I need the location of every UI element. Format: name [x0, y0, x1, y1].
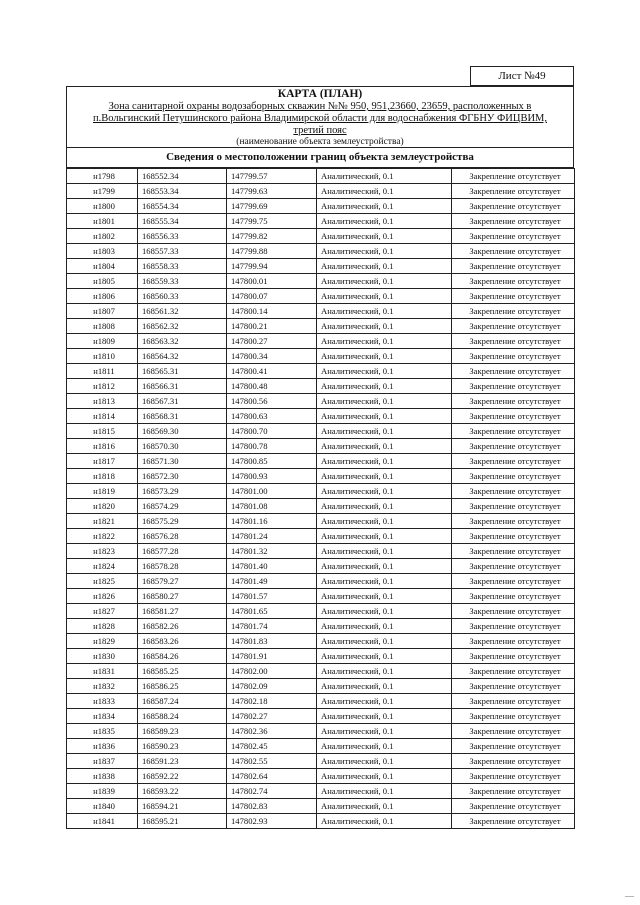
- fixation-cell: Закрепление отсутствует: [452, 439, 575, 454]
- method-cell: Аналитический, 0.1: [317, 589, 452, 604]
- method-cell: Аналитический, 0.1: [317, 754, 452, 769]
- coord-x: 168582.26: [138, 619, 227, 634]
- coord-x: 168562.32: [138, 319, 227, 334]
- fixation-cell: Закрепление отсутствует: [452, 259, 575, 274]
- coord-x: 168567.31: [138, 394, 227, 409]
- table-row: [67, 544, 575, 559]
- table-row: [67, 364, 575, 379]
- coord-x: 168560.33: [138, 289, 227, 304]
- coord-x: 168590.23: [138, 739, 227, 754]
- coord-y: 147801.40: [227, 559, 317, 574]
- fixation-cell: Закрепление отсутствует: [452, 634, 575, 649]
- object-caption: (наименование объекта землеустройства): [236, 137, 404, 147]
- coord-y: 147800.01: [227, 274, 317, 289]
- coord-x: 168563.32: [138, 334, 227, 349]
- point-id: н1803: [67, 244, 138, 259]
- coord-x: 168574.29: [138, 499, 227, 514]
- table-row: [67, 499, 575, 514]
- method-cell: Аналитический, 0.1: [317, 739, 452, 754]
- table-row: [67, 769, 575, 784]
- coord-x: 168581.27: [138, 604, 227, 619]
- method-cell: Аналитический, 0.1: [317, 664, 452, 679]
- point-id: н1806: [67, 289, 138, 304]
- coord-x: 168555.34: [138, 214, 227, 229]
- coord-y: 147799.94: [227, 259, 317, 274]
- table-row: [67, 289, 575, 304]
- coord-x: 168568.31: [138, 409, 227, 424]
- fixation-cell: Закрепление отсутствует: [452, 529, 575, 544]
- table-row: [67, 304, 575, 319]
- fixation-cell: Закрепление отсутствует: [452, 709, 575, 724]
- fixation-cell: Закрепление отсутствует: [452, 769, 575, 784]
- fixation-cell: Закрепление отсутствует: [452, 484, 575, 499]
- method-cell: Аналитический, 0.1: [317, 619, 452, 634]
- coord-y: 147799.69: [227, 199, 317, 214]
- coord-y: 147801.08: [227, 499, 317, 514]
- coord-y: 147802.27: [227, 709, 317, 724]
- coord-x: 168576.28: [138, 529, 227, 544]
- boundary-table: [66, 168, 575, 829]
- coord-y: 147801.00: [227, 484, 317, 499]
- fixation-cell: Закрепление отсутствует: [452, 349, 575, 364]
- coord-y: 147801.16: [227, 514, 317, 529]
- table-row: [67, 199, 575, 214]
- point-id: н1802: [67, 229, 138, 244]
- coord-x: 168580.27: [138, 589, 227, 604]
- fixation-cell: Закрепление отсутствует: [452, 409, 575, 424]
- point-id: н1824: [67, 559, 138, 574]
- fixation-cell: Закрепление отсутствует: [452, 559, 575, 574]
- fixation-cell: Закрепление отсутствует: [452, 739, 575, 754]
- point-id: н1800: [67, 199, 138, 214]
- table-row: [67, 784, 575, 799]
- coord-y: 147800.27: [227, 334, 317, 349]
- method-cell: Аналитический, 0.1: [317, 649, 452, 664]
- point-id: н1837: [67, 754, 138, 769]
- coord-y: 147801.32: [227, 544, 317, 559]
- fixation-cell: Закрепление отсутствует: [452, 754, 575, 769]
- coord-x: 168561.32: [138, 304, 227, 319]
- fixation-cell: Закрепление отсутствует: [452, 604, 575, 619]
- fixation-cell: Закрепление отсутствует: [452, 784, 575, 799]
- table-row: [67, 529, 575, 544]
- coord-y: 147802.93: [227, 814, 317, 829]
- method-cell: Аналитический, 0.1: [317, 229, 452, 244]
- method-cell: Аналитический, 0.1: [317, 334, 452, 349]
- coord-x: 168572.30: [138, 469, 227, 484]
- table-row: [67, 724, 575, 739]
- table-row: [67, 574, 575, 589]
- table-row: [67, 649, 575, 664]
- fixation-cell: Закрепление отсутствует: [452, 274, 575, 289]
- table-row: [67, 439, 575, 454]
- sheet-number: Лист №49: [470, 66, 574, 86]
- coord-y: 147799.75: [227, 214, 317, 229]
- coord-y: 147802.83: [227, 799, 317, 814]
- point-id: н1833: [67, 694, 138, 709]
- table-row: [67, 604, 575, 619]
- coord-y: 147800.14: [227, 304, 317, 319]
- method-cell: Аналитический, 0.1: [317, 379, 452, 394]
- method-cell: Аналитический, 0.1: [317, 814, 452, 829]
- method-cell: Аналитический, 0.1: [317, 439, 452, 454]
- zone-line-3: третий пояс: [293, 125, 347, 136]
- table-row: [67, 739, 575, 754]
- fixation-cell: Закрепление отсутствует: [452, 724, 575, 739]
- point-id: н1827: [67, 604, 138, 619]
- table-row: [67, 319, 575, 334]
- table-row: [67, 514, 575, 529]
- coord-x: 168575.29: [138, 514, 227, 529]
- method-cell: Аналитический, 0.1: [317, 274, 452, 289]
- coord-y: 147799.88: [227, 244, 317, 259]
- method-cell: Аналитический, 0.1: [317, 469, 452, 484]
- coord-x: 168556.33: [138, 229, 227, 244]
- table-row: [67, 694, 575, 709]
- coord-x: 168569.30: [138, 424, 227, 439]
- fixation-cell: Закрепление отсутствует: [452, 574, 575, 589]
- fixation-cell: Закрепление отсутствует: [452, 649, 575, 664]
- fixation-cell: Закрепление отсутствует: [452, 454, 575, 469]
- point-id: н1841: [67, 814, 138, 829]
- point-id: н1811: [67, 364, 138, 379]
- coord-x: 168571.30: [138, 454, 227, 469]
- method-cell: Аналитический, 0.1: [317, 259, 452, 274]
- table-row: [67, 379, 575, 394]
- fixation-cell: Закрепление отсутствует: [452, 694, 575, 709]
- point-id: н1798: [67, 169, 138, 184]
- point-id: н1817: [67, 454, 138, 469]
- fixation-cell: Закрепление отсутствует: [452, 184, 575, 199]
- table-row: [67, 754, 575, 769]
- fixation-cell: Закрепление отсутствует: [452, 334, 575, 349]
- coord-x: 168578.28: [138, 559, 227, 574]
- coord-x: 168570.30: [138, 439, 227, 454]
- coord-y: 147800.63: [227, 409, 317, 424]
- coord-x: 168589.23: [138, 724, 227, 739]
- table-row: [67, 619, 575, 634]
- method-cell: Аналитический, 0.1: [317, 784, 452, 799]
- coord-y: 147801.74: [227, 619, 317, 634]
- coord-y: 147801.24: [227, 529, 317, 544]
- fixation-cell: Закрепление отсутствует: [452, 379, 575, 394]
- table-row: [67, 454, 575, 469]
- point-id: н1815: [67, 424, 138, 439]
- coord-x: 168594.21: [138, 799, 227, 814]
- table-row: [67, 799, 575, 814]
- coord-x: 168553.34: [138, 184, 227, 199]
- point-id: н1834: [67, 709, 138, 724]
- coord-x: 168595.21: [138, 814, 227, 829]
- coord-y: 147802.00: [227, 664, 317, 679]
- coord-y: 147800.78: [227, 439, 317, 454]
- fixation-cell: Закрепление отсутствует: [452, 619, 575, 634]
- coord-y: 147801.57: [227, 589, 317, 604]
- point-id: н1829: [67, 634, 138, 649]
- fixation-cell: Закрепление отсутствует: [452, 664, 575, 679]
- table-row: [67, 259, 575, 274]
- table-row: [67, 709, 575, 724]
- method-cell: Аналитический, 0.1: [317, 799, 452, 814]
- point-id: н1812: [67, 379, 138, 394]
- coord-y: 147801.83: [227, 634, 317, 649]
- method-cell: Аналитический, 0.1: [317, 604, 452, 619]
- point-id: н1810: [67, 349, 138, 364]
- table-row: [67, 229, 575, 244]
- method-cell: Аналитический, 0.1: [317, 454, 452, 469]
- coord-y: 147799.82: [227, 229, 317, 244]
- table-row: [67, 469, 575, 484]
- point-id: н1804: [67, 259, 138, 274]
- coord-y: 147800.93: [227, 469, 317, 484]
- method-cell: Аналитический, 0.1: [317, 304, 452, 319]
- table-row: [67, 349, 575, 364]
- coord-y: 147802.18: [227, 694, 317, 709]
- fixation-cell: Закрепление отсутствует: [452, 244, 575, 259]
- coord-y: 147800.07: [227, 289, 317, 304]
- coord-x: 168552.34: [138, 169, 227, 184]
- point-id: н1828: [67, 619, 138, 634]
- coord-y: 147802.36: [227, 724, 317, 739]
- coord-y: 147802.74: [227, 784, 317, 799]
- method-cell: Аналитический, 0.1: [317, 709, 452, 724]
- point-id: н1816: [67, 439, 138, 454]
- table-row: [67, 409, 575, 424]
- coord-x: 168584.26: [138, 649, 227, 664]
- point-id: н1808: [67, 319, 138, 334]
- coord-y: 147800.48: [227, 379, 317, 394]
- fixation-cell: Закрепление отсутствует: [452, 814, 575, 829]
- method-cell: Аналитический, 0.1: [317, 634, 452, 649]
- table-row: [67, 394, 575, 409]
- method-cell: Аналитический, 0.1: [317, 394, 452, 409]
- table-row: [67, 334, 575, 349]
- point-id: н1839: [67, 784, 138, 799]
- coord-x: 168593.22: [138, 784, 227, 799]
- fixation-cell: Закрепление отсутствует: [452, 289, 575, 304]
- point-id: н1818: [67, 469, 138, 484]
- point-id: н1825: [67, 574, 138, 589]
- fixation-cell: Закрепление отсутствует: [452, 169, 575, 184]
- point-id: н1813: [67, 394, 138, 409]
- coord-y: 147799.57: [227, 169, 317, 184]
- coord-x: 168566.31: [138, 379, 227, 394]
- method-cell: Аналитический, 0.1: [317, 499, 452, 514]
- fixation-cell: Закрепление отсутствует: [452, 499, 575, 514]
- coord-x: 168592.22: [138, 769, 227, 784]
- document-header: [66, 86, 574, 147]
- fixation-cell: Закрепление отсутствует: [452, 229, 575, 244]
- coord-x: 168587.24: [138, 694, 227, 709]
- table-row: [67, 559, 575, 574]
- point-id: н1838: [67, 769, 138, 784]
- fixation-cell: Закрепление отсутствует: [452, 544, 575, 559]
- fixation-cell: Закрепление отсутствует: [452, 199, 575, 214]
- fixation-cell: Закрепление отсутствует: [452, 514, 575, 529]
- method-cell: Аналитический, 0.1: [317, 724, 452, 739]
- method-cell: Аналитический, 0.1: [317, 424, 452, 439]
- coord-x: 168586.25: [138, 679, 227, 694]
- coord-x: 168554.34: [138, 199, 227, 214]
- fixation-cell: Закрепление отсутствует: [452, 679, 575, 694]
- coord-x: 168588.24: [138, 709, 227, 724]
- fixation-cell: Закрепление отсутствует: [452, 364, 575, 379]
- table-row: [67, 664, 575, 679]
- point-id: н1840: [67, 799, 138, 814]
- zone-line-2: п.Вольгинский Петушинского района Владимирской области для водоснабжения ФГБНУ ФИЦВИМ,: [93, 113, 547, 124]
- coord-y: 147801.49: [227, 574, 317, 589]
- coord-y: 147800.34: [227, 349, 317, 364]
- coord-y: 147800.21: [227, 319, 317, 334]
- method-cell: Аналитический, 0.1: [317, 559, 452, 574]
- fixation-cell: Закрепление отсутствует: [452, 214, 575, 229]
- point-id: н1826: [67, 589, 138, 604]
- coord-x: 168573.29: [138, 484, 227, 499]
- method-cell: Аналитический, 0.1: [317, 409, 452, 424]
- coord-x: 168559.33: [138, 274, 227, 289]
- method-cell: Аналитический, 0.1: [317, 364, 452, 379]
- method-cell: Аналитический, 0.1: [317, 694, 452, 709]
- coord-y: 147802.64: [227, 769, 317, 784]
- fixation-cell: Закрепление отсутствует: [452, 304, 575, 319]
- section-title: Сведения о местоположении границ объекта землеустройства: [66, 147, 574, 168]
- fixation-cell: Закрепление отсутствует: [452, 589, 575, 604]
- coord-x: 168565.31: [138, 364, 227, 379]
- point-id: н1823: [67, 544, 138, 559]
- method-cell: Аналитический, 0.1: [317, 349, 452, 364]
- method-cell: Аналитический, 0.1: [317, 199, 452, 214]
- point-id: н1836: [67, 739, 138, 754]
- coord-y: 147800.56: [227, 394, 317, 409]
- method-cell: Аналитический, 0.1: [317, 214, 452, 229]
- point-id: н1799: [67, 184, 138, 199]
- coord-x: 168577.28: [138, 544, 227, 559]
- point-id: н1822: [67, 529, 138, 544]
- method-cell: Аналитический, 0.1: [317, 484, 452, 499]
- point-id: н1801: [67, 214, 138, 229]
- corner-mark: —: [625, 891, 634, 901]
- method-cell: Аналитический, 0.1: [317, 319, 452, 334]
- method-cell: Аналитический, 0.1: [317, 574, 452, 589]
- method-cell: Аналитический, 0.1: [317, 769, 452, 784]
- table-row: [67, 169, 575, 184]
- fixation-cell: Закрепление отсутствует: [452, 469, 575, 484]
- point-id: н1809: [67, 334, 138, 349]
- table-row: [67, 214, 575, 229]
- table-row: [67, 679, 575, 694]
- point-id: н1821: [67, 514, 138, 529]
- table-row: [67, 274, 575, 289]
- point-id: н1807: [67, 304, 138, 319]
- method-cell: Аналитический, 0.1: [317, 289, 452, 304]
- point-id: н1814: [67, 409, 138, 424]
- table-row: [67, 814, 575, 829]
- fixation-cell: Закрепление отсутствует: [452, 424, 575, 439]
- method-cell: Аналитический, 0.1: [317, 544, 452, 559]
- coord-y: 147799.63: [227, 184, 317, 199]
- table-row: [67, 589, 575, 604]
- coord-y: 147801.65: [227, 604, 317, 619]
- point-id: н1819: [67, 484, 138, 499]
- point-id: н1820: [67, 499, 138, 514]
- coord-y: 147800.70: [227, 424, 317, 439]
- coord-x: 168557.33: [138, 244, 227, 259]
- fixation-cell: Закрепление отсутствует: [452, 319, 575, 334]
- table-row: [67, 484, 575, 499]
- fixation-cell: Закрепление отсутствует: [452, 394, 575, 409]
- method-cell: Аналитический, 0.1: [317, 184, 452, 199]
- point-id: н1831: [67, 664, 138, 679]
- table-row: [67, 424, 575, 439]
- coord-x: 168558.33: [138, 259, 227, 274]
- point-id: н1835: [67, 724, 138, 739]
- point-id: н1830: [67, 649, 138, 664]
- coord-y: 147801.91: [227, 649, 317, 664]
- coord-y: 147800.85: [227, 454, 317, 469]
- zone-line-1: Зона санитарной охраны водозаборных скважин №№ 950, 951,23660, 23659, расположенных в: [108, 101, 532, 112]
- fixation-cell: Закрепление отсутствует: [452, 799, 575, 814]
- document-title: КАРТА (ПЛАН): [277, 88, 363, 100]
- method-cell: Аналитический, 0.1: [317, 169, 452, 184]
- method-cell: Аналитический, 0.1: [317, 679, 452, 694]
- coord-x: 168564.32: [138, 349, 227, 364]
- table-row: [67, 184, 575, 199]
- coord-y: 147802.55: [227, 754, 317, 769]
- coord-y: 147802.45: [227, 739, 317, 754]
- coord-x: 168591.23: [138, 754, 227, 769]
- table-row: [67, 634, 575, 649]
- coord-y: 147800.41: [227, 364, 317, 379]
- method-cell: Аналитический, 0.1: [317, 529, 452, 544]
- coord-x: 168583.26: [138, 634, 227, 649]
- point-id: н1805: [67, 274, 138, 289]
- table-row: [67, 244, 575, 259]
- coord-x: 168579.27: [138, 574, 227, 589]
- coord-y: 147802.09: [227, 679, 317, 694]
- coord-x: 168585.25: [138, 664, 227, 679]
- point-id: н1832: [67, 679, 138, 694]
- method-cell: Аналитический, 0.1: [317, 514, 452, 529]
- method-cell: Аналитический, 0.1: [317, 244, 452, 259]
